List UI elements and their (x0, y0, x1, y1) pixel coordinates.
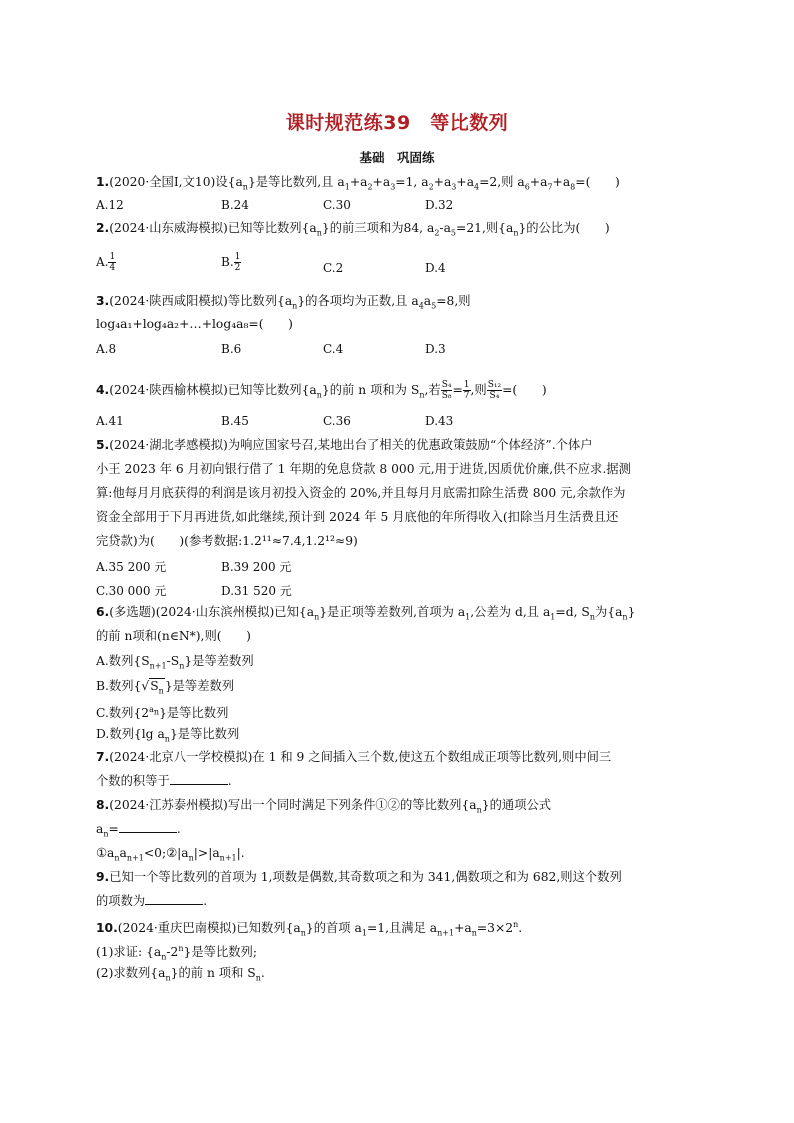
q5-option-d: D.31 520 元 (221, 584, 292, 598)
question-3: 3.(2024·陕西咸阳模拟)等比数列$\{a_n\}$的各项均为正数,且 $a_4a_5=8$,则 (96, 294, 471, 311)
page-title: 课时规范练39 等比数列 (285, 112, 509, 134)
q4-option-c: C.36 (323, 414, 351, 428)
q2-option-c: C.2 (323, 261, 344, 275)
q1-option-c: C.30 (323, 198, 351, 212)
q5-option-b: B.39 200 元 (221, 560, 292, 574)
q1-option-d: D.32 (425, 198, 454, 212)
question-8: 8.(2024·江苏泰州模拟)写出一个同时满足下列条件①②的等比数列$\{a_n\}$的通项公式 (96, 798, 552, 815)
q3-option-c: C.4 (323, 342, 344, 356)
q2-option-a: A. $\frac{1}{4}$ (96, 252, 116, 273)
q1-option-b: B.24 (221, 198, 249, 212)
q6-option-a: A.数列$\{S_{n+1}-S_n\}$是等差数列 (96, 654, 254, 671)
question-10-part-1: (1)求证: $\{a_n-2^n\}$是等比数列; (96, 944, 257, 962)
answer-blank[interactable] (145, 894, 203, 905)
question-10-part-2: (2)求数列$\{a_n\}$的前 n 项和 $S_n$. (96, 966, 265, 983)
question-8-line-2: $a_n=$ . (96, 822, 181, 839)
q6-option-b: B.数列$\{√S_n\}$是等差数列 (96, 679, 235, 696)
question-4: 4.(2024·陕西榆林模拟)已知等比数列$\{a_n\}$的前 n 项和为 $S_n$,若 $\frac{\text{S₄}}{\text{S₈}}$ = $\frac{1}{7}$ ,则 $\frac{\text{S₁₂}}{\text{S₄}}$ =( ) (96, 380, 547, 401)
question-5-line-4: 资金全部用于下月再进货,如此继续,预计到 2024 年 5 月底他的年所得收入(扣除当月生活费且还 (96, 510, 619, 524)
q4-option-a: A.41 (96, 414, 124, 428)
question-9: 9.已知一个等比数列的首项为 1,项数是偶数,其奇数项之和为 341,偶数项之和为 682,则这个数列 (96, 870, 622, 884)
q6-option-d: D.数列{lg $a_n$}是等比数列 (96, 727, 240, 744)
question-1: 1.(2020·全国Ⅰ,文10)设$\{a_n\}$是等比数列,且 $a_1+a_2+a_3=1$, $a_2+a_3+a_4=2$,则 $a_6+a_7+a_8=$( ) (96, 175, 620, 192)
question-6: 6.(多选题)(2024·山东滨州模拟)已知$\{a_n\}$是正项等差数列,首项为 $a_1$,公差为 d,且 $a_1=d$, $S_n$为$\{a_n\}$ (96, 605, 636, 622)
q4-option-b: B.45 (221, 414, 249, 428)
question-10: 10.(2024·重庆巴南模拟)已知数列$\{a_n\}$的首项 $a_1=1$,且满足 $a_{n+1}+a_n=3\times 2^n$. (96, 920, 523, 938)
q2-option-b: B. $\frac{1}{2}$ (221, 252, 241, 273)
answer-blank[interactable] (119, 822, 177, 833)
q6-option-c: C.数列$\{2^{a_n}\}$是等比数列 (96, 705, 229, 721)
question-3-expression: log₄a₁+log₄a₂+…+log₄a₈=( ) (96, 317, 293, 331)
q5-option-c: C.30 000 元 (96, 584, 167, 598)
question-7-line-2: 个数的积等于 . (96, 774, 232, 788)
answer-blank[interactable] (170, 774, 228, 785)
question-7: 7.(2024·北京八一学校模拟)在 1 和 9 之间插入三个数,使这五个数组成正项等比数列,则中间三 (96, 750, 612, 764)
q3-option-d: D.3 (425, 342, 446, 356)
q5-option-a: A.35 200 元 (96, 560, 167, 574)
question-5-line-5: 完贷款)为( )(参考数据:1.2¹¹≈7.4,1.2¹²≈9) (96, 534, 358, 548)
question-5: 5.(2024·湖北孝感模拟)为响应国家号召,某地出台了相关的优惠政策鼓励“个体经济”.个体户 (96, 438, 593, 452)
q3-option-a: A.8 (96, 342, 117, 356)
q1-option-a: A.12 (96, 198, 124, 212)
q3-option-b: B.6 (221, 342, 242, 356)
section-heading: 基础 巩固练 (359, 150, 435, 165)
q4-option-d: D.43 (425, 414, 454, 428)
q2-option-d: D.4 (425, 261, 446, 275)
question-8-conditions: $①a_na_{n+1}<0;②|a_n|>|a_{n+1}|$. (96, 846, 245, 863)
question-9-line-2: 的项数为 . (96, 894, 208, 908)
question-5-line-3: 算:他每月月底获得的利润是该月初投入资金的 20%,并且每月月底需扣除生活费 800 元,余款作为 (96, 486, 626, 500)
question-5-line-2: 小王 2023 年 6 月初向银行借了 1 年期的免息贷款 8 000 元,用于进货,因质优价廉,供不应求.据测 (96, 462, 631, 476)
question-6-line-2: 的前 n项和(n∈N*),则( ) (96, 629, 251, 643)
question-2: 2.(2024·山东威海模拟)已知等比数列$\{a_n\}$的前三项和为84, $a_2-a_5=21$,则$\{a_n\}$的公比为( ) (96, 221, 610, 238)
